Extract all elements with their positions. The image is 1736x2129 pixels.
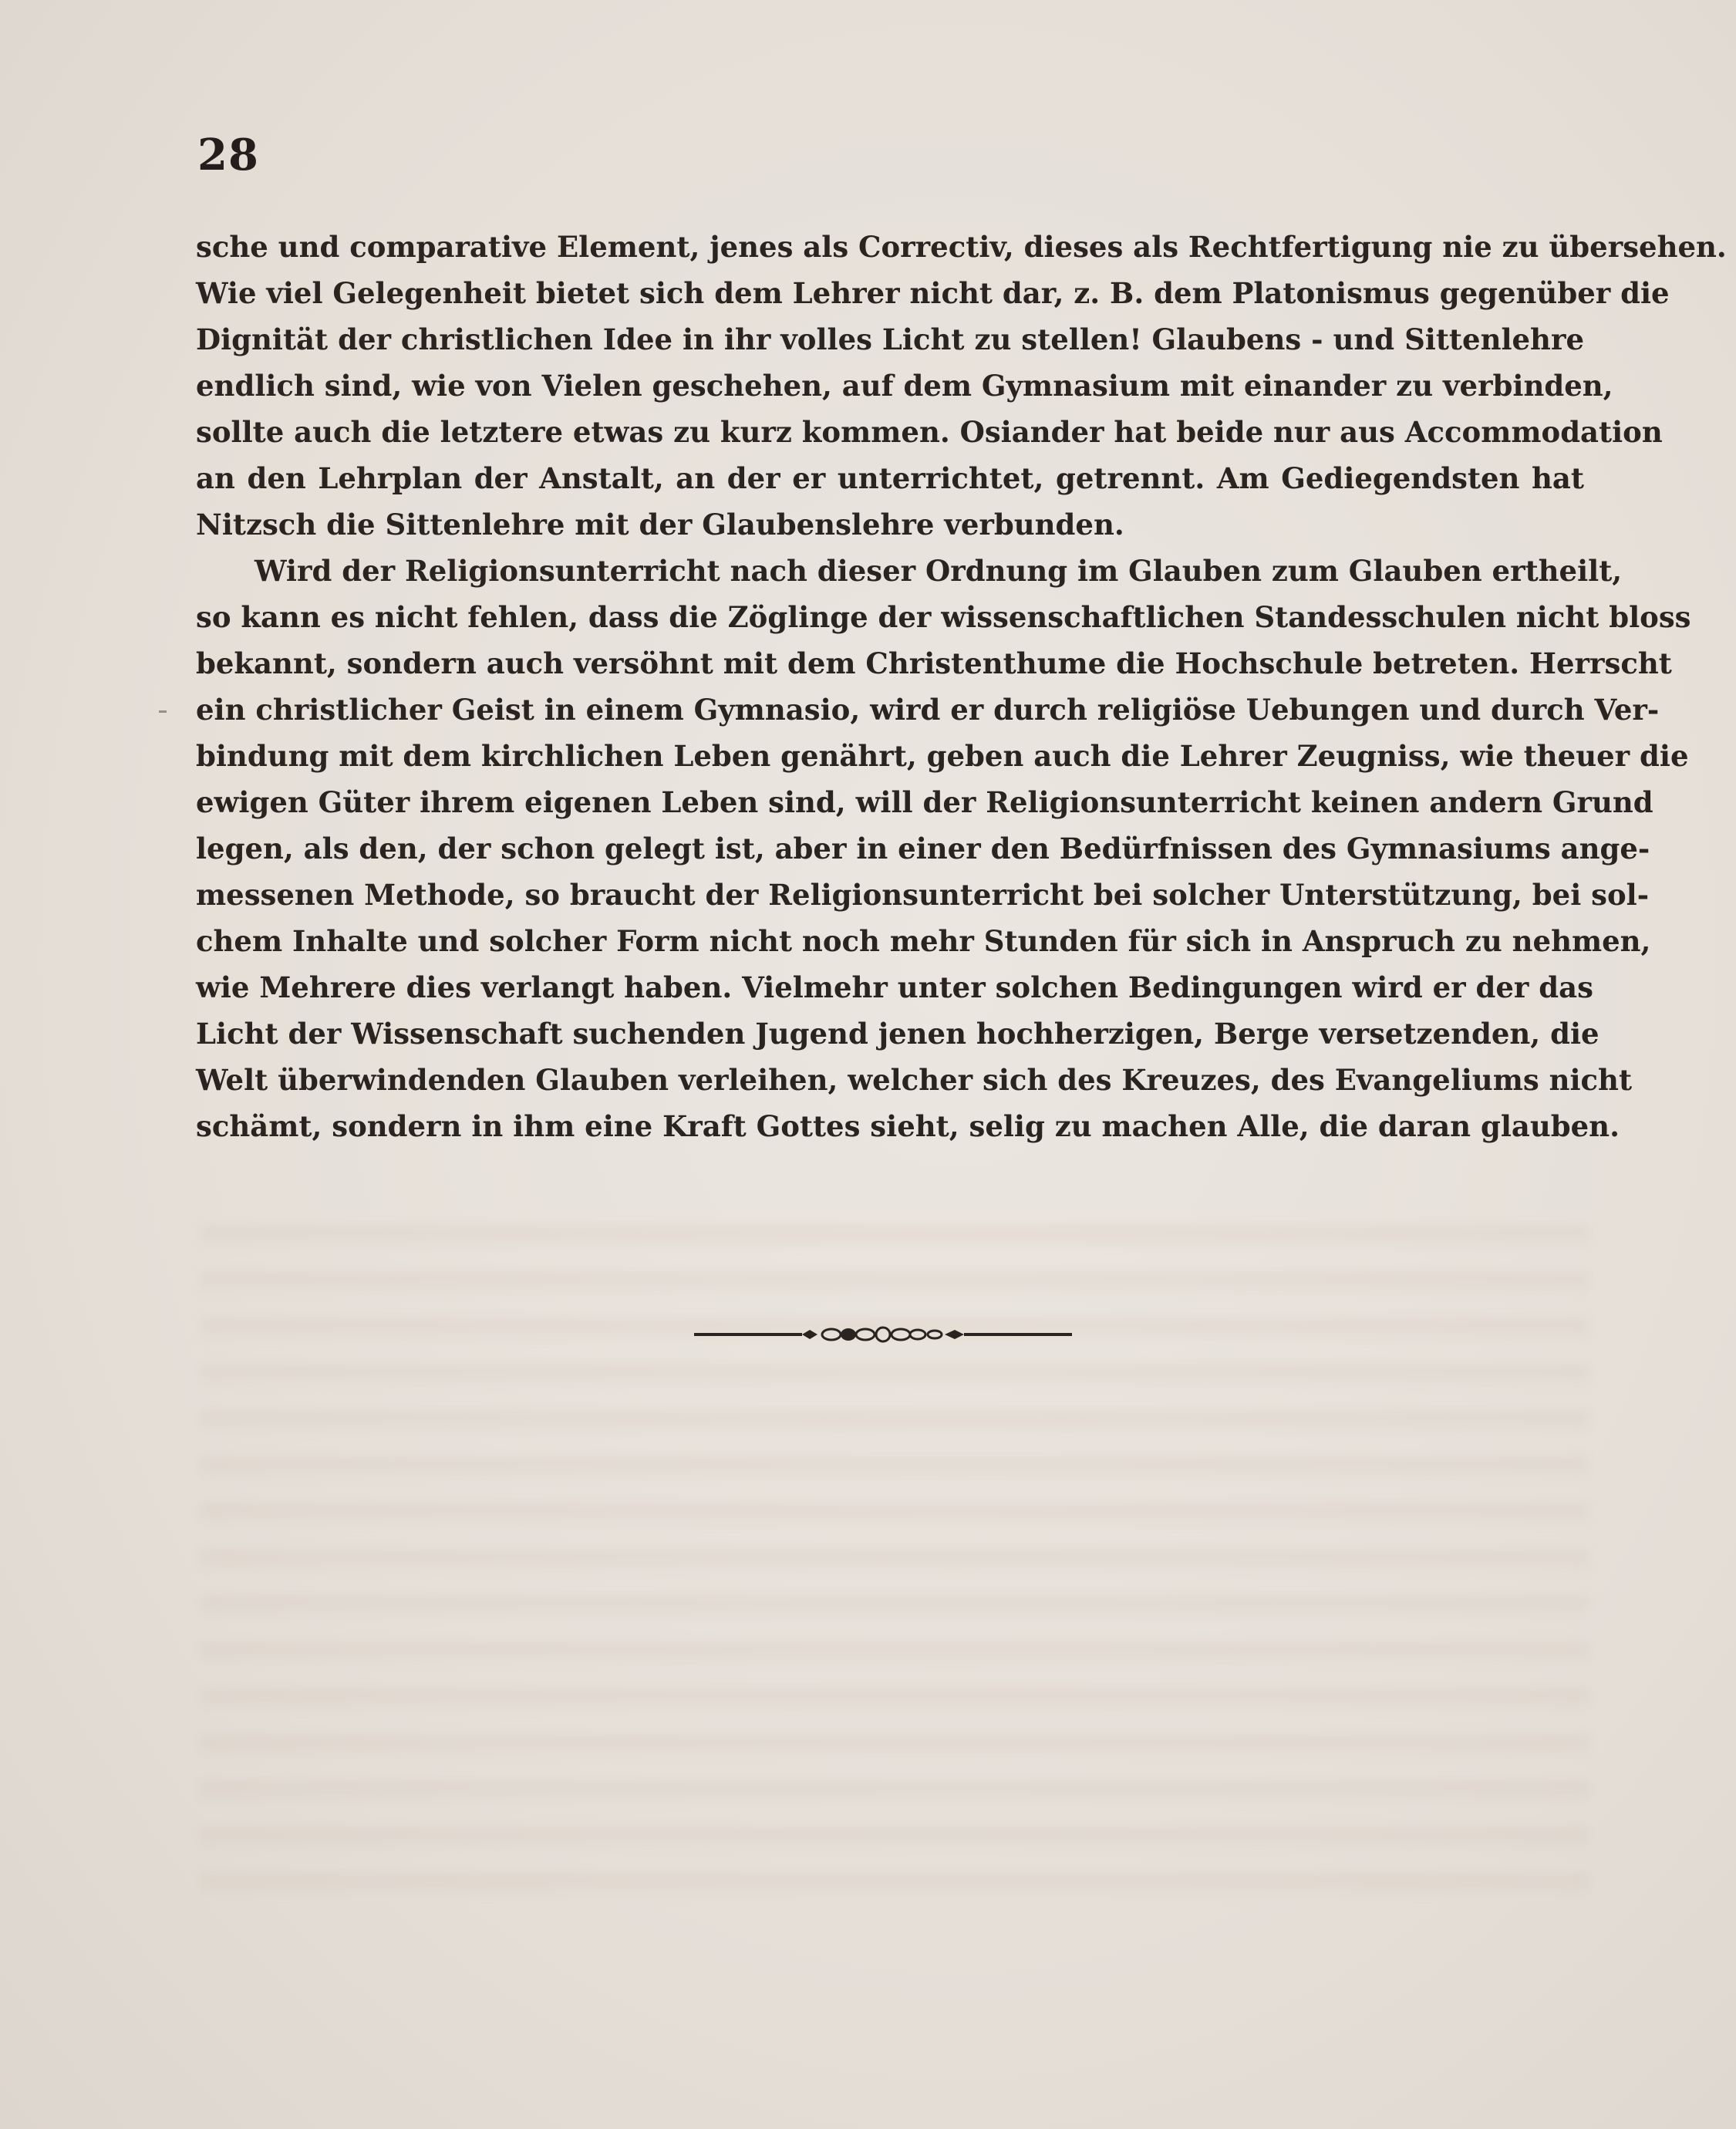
text-line: Licht der Wissenschaft suchenden Jugend jenen hochherzigen, Berge versetzenden, die (196, 1017, 1599, 1051)
ornament-divider-icon (694, 1319, 1072, 1350)
text-line: Dignität der christlichen Idee in ihr volles Licht zu stellen! Glaubens - und Sittenlehre (196, 322, 1584, 356)
text-line: bindung mit dem kirchlichen Leben genährt, geben auch die Lehrer Zeugniss, wie theuer die (196, 739, 1689, 773)
text-line: ewigen Güter ihrem eigenen Leben sind, will der Religionsunterricht keinen andern Grund (196, 785, 1653, 819)
text-line: so kann es nicht fehlen, dass die Zöglinge der wissenschaftlichen Standesschulen nicht bloss (196, 600, 1691, 634)
text-line: an den Lehrplan der Anstalt, an der er unterrichtet, getrennt. Am Gediegendsten hat (196, 461, 1584, 495)
text-line: Nitzsch die Sittenlehre mit der Glaubenslehre verbunden. (196, 508, 1124, 542)
text-line: endlich sind, wie von Vielen geschehen, auf dem Gymnasium mit einander zu verbinden, (196, 369, 1613, 403)
text-line: Welt überwindenden Glauben verleihen, welcher sich des Kreuzes, des Evangeliums nicht (196, 1063, 1633, 1097)
bleed-through-texture (201, 1203, 1589, 1898)
text-line: messenen Methode, so braucht der Religionsunterricht bei solcher Unterstützung, bei sol- (196, 878, 1650, 912)
text-line: sollte auch die letztere etwas zu kurz kommen. Osiander hat beide nur aus Accommodation (196, 415, 1663, 449)
text-line: bekannt, sondern auch versöhnt mit dem Christenthume die Hochschule betreten. Herrscht (196, 646, 1672, 680)
text-line: Wie viel Gelegenheit bietet sich dem Lehrer nicht dar, z. B. dem Platonismus gegenüber die (196, 276, 1670, 310)
text-line: sche und comparative Element, jenes als Correctiv, dieses als Rechtfertigung nie zu übersehen. (196, 230, 1727, 264)
text-line: legen, als den, der schon gelegt ist, aber in einer den Bedürfnissen des Gymnasiums ange- (196, 832, 1650, 865)
text-line: ein christlicher Geist in einem Gymnasio, wird er durch religiöse Uebungen und durch Ver- (196, 693, 1660, 727)
page-number: 28 (197, 130, 259, 181)
margin-mark (159, 710, 167, 713)
text-line: Wird der Religionsunterricht nach dieser Ordnung im Glauben zum Glauben ertheilt, (255, 554, 1623, 588)
body-text (196, 224, 1727, 1149)
text-line: schämt, sondern in ihm eine Kraft Gottes sieht, selig zu machen Alle, die daran glauben. (196, 1109, 1620, 1143)
text-line: chem Inhalte und solcher Form nicht noch mehr Stunden für sich in Anspruch zu nehmen, (196, 924, 1651, 958)
text-line: wie Mehrere dies verlangt haben. Vielmehr unter solchen Bedingungen wird er der das (196, 970, 1593, 1004)
